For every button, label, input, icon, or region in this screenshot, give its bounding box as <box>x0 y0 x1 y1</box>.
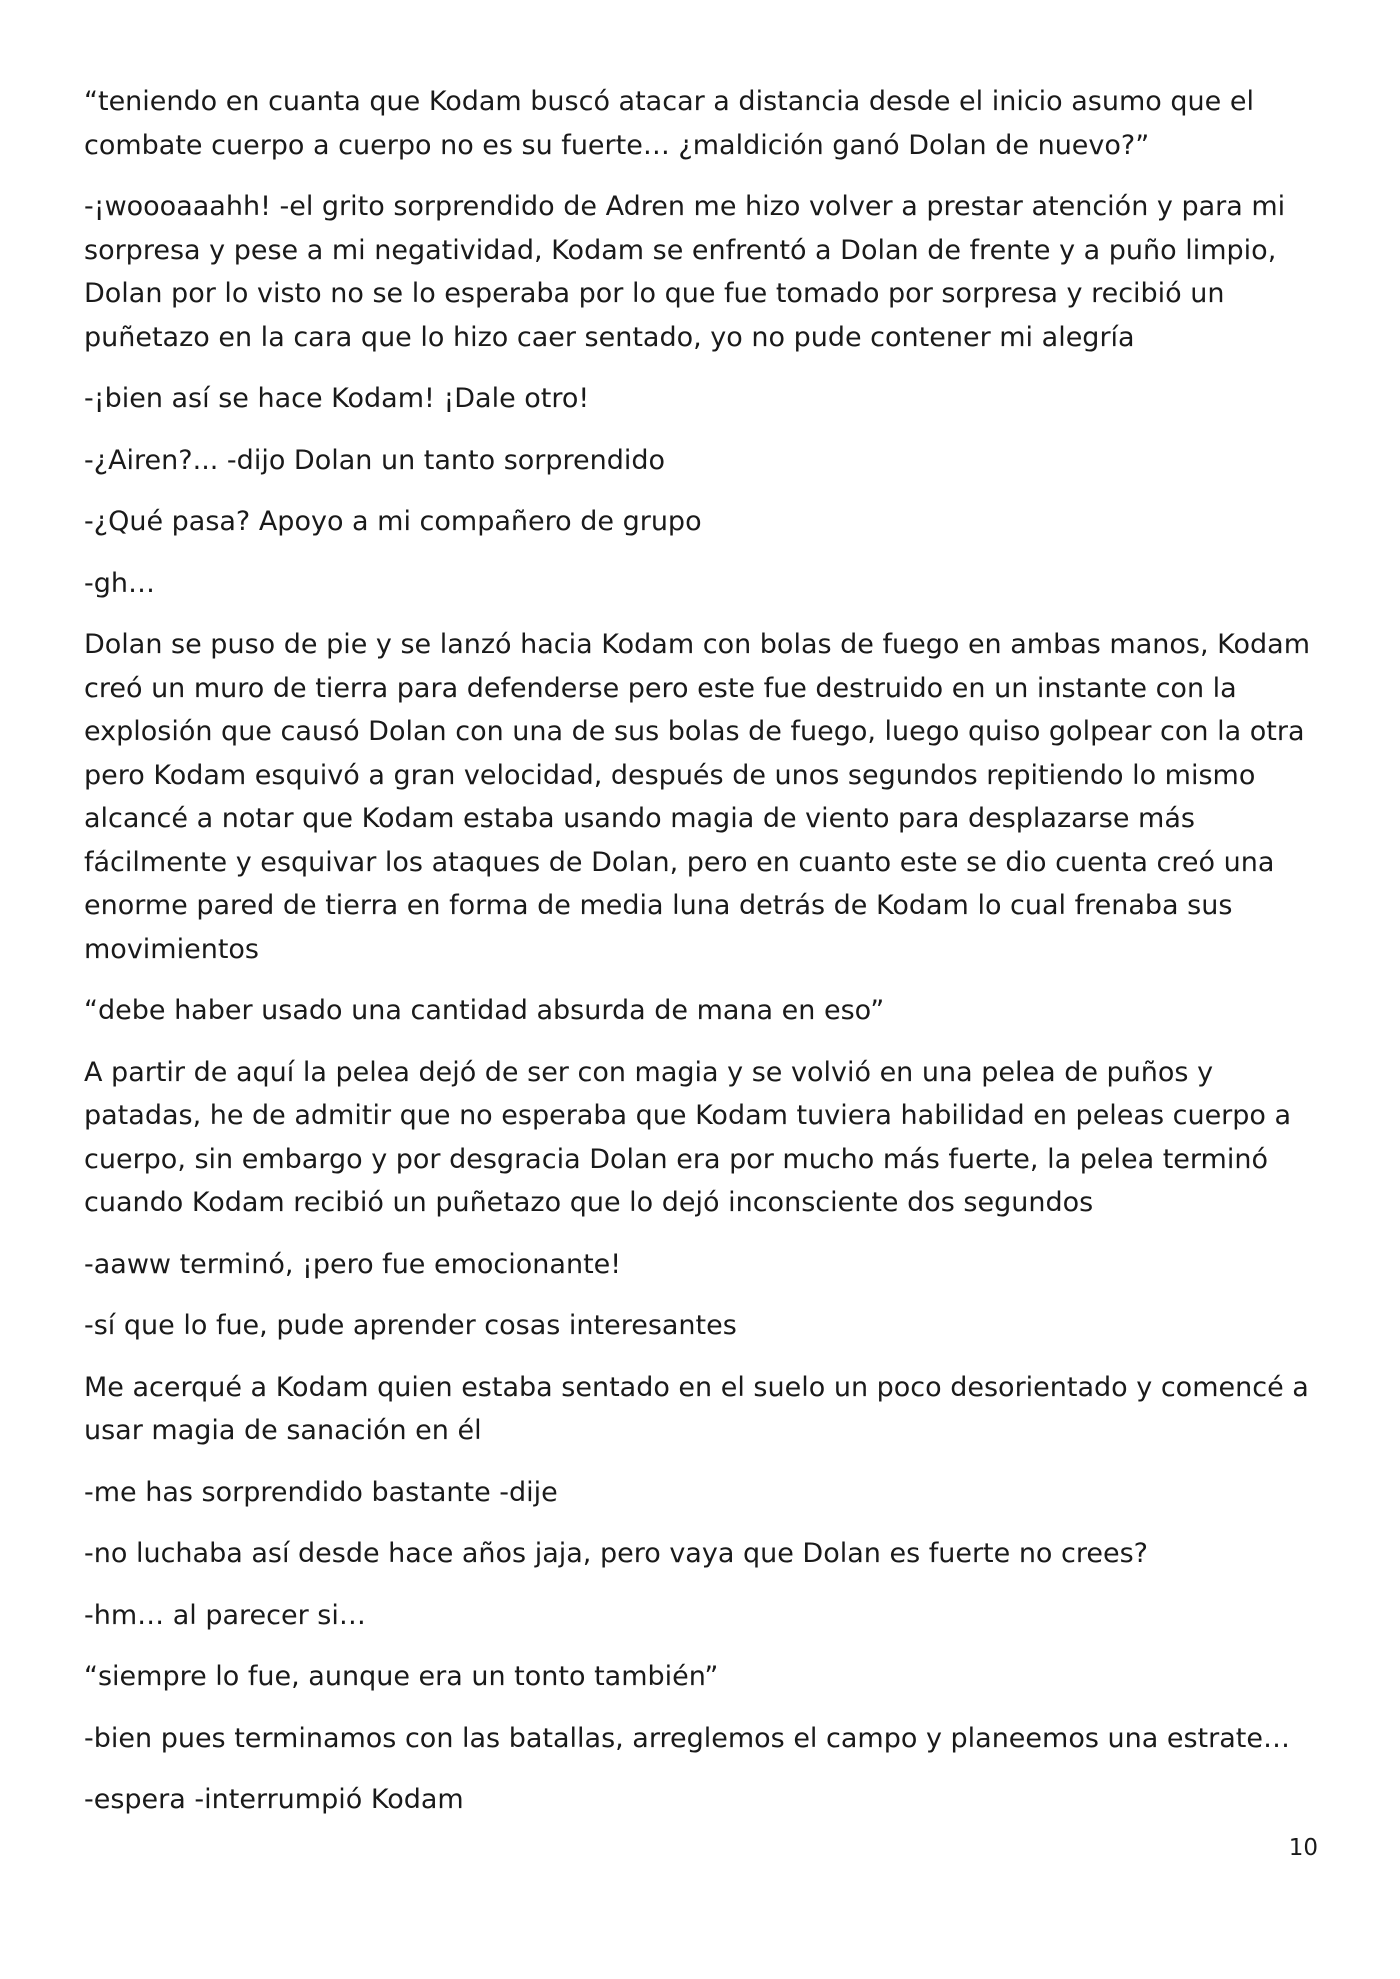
paragraph: -bien pues terminamos con las batallas, arreglemos el campo y planeemos una estrate… <box>84 1722 1290 1754</box>
paragraph: -no luchaba así desde hace años jaja, pero vaya que Dolan es fuerte no crees? <box>84 1538 1149 1569</box>
paragraph: -¡woooaaahh! -el grito sorprendido de Adren me hizo volver a prestar atención y para mi sorpresa y pese a mi negatividad, Kodam se enfrentó a Dolan de frente y a puño limpio, Dolan por lo visto no se lo esperaba por lo que fue tomado por sorpresa y recibió un puñetazo en la cara que lo hizo caer sentado, yo no pude contener mi alegría <box>84 191 1286 353</box>
paragraph: -hm… al parecer si… <box>84 1599 366 1631</box>
paragraph: A partir de aquí la pelea dejó de ser con magia y se volvió en una pelea de puños y patadas, he de admitir que no esperaba que Kodam tuviera habilidad en peleas cuerpo a cuerpo, sin embargo y por desgracia Dolan era por mucho más fuerte, la pelea terminó cuando Kodam recibió un puñetazo que lo dejó inconsciente dos segundos <box>84 1056 1292 1218</box>
page-number: 10 <box>1288 1835 1318 1861</box>
page-body-text <box>84 80 1316 1840</box>
paragraph: “debe haber usado una cantidad absurda de mana en eso” <box>84 995 885 1026</box>
paragraph: -¿Airen?... -dijo Dolan un tanto sorprendido <box>84 444 666 476</box>
paragraph: -aaww terminó, ¡pero fue emocionante! <box>84 1248 622 1280</box>
paragraph: “teniendo en cuanta que Kodam buscó atacar a distancia desde el inicio asumo que el combate cuerpo a cuerpo no es su fuerte… ¿maldición ganó Dolan de nuevo?” <box>84 86 1254 161</box>
paragraph: -espera -interrumpió Kodam <box>84 1784 464 1815</box>
paragraph: -gh… <box>84 567 155 599</box>
paragraph: -¿Qué pasa? Apoyo a mi compañero de grupo <box>84 506 702 537</box>
paragraph: Me acerqué a Kodam quien estaba sentado en el suelo un poco desorientado y comencé a usar magia de sanación en él <box>84 1371 1309 1446</box>
paragraph: Dolan se puso de pie y se lanzó hacia Kodam con bolas de fuego en ambas manos, Kodam creó un muro de tierra para defenderse pero este fue destruido en un instante con la explosión que causó Dolan con una de sus bolas de fuego, luego quiso golpear con la otra pero Kodam esquivó a gran velocidad, después de unos segundos repitiendo lo mismo alcancé a notar que Kodam estaba usando magia de viento para desplazarse más fácilmente y esquivar los ataques de Dolan, pero en cuanto este se dio cuenta creó una enorme pared de tierra en forma de media luna detrás de Kodam lo cual frenaba sus movimientos <box>84 629 1311 965</box>
paragraph: -sí que lo fue, pude aprender cosas interesantes <box>84 1310 737 1341</box>
paragraph: “siempre lo fue, aunque era un tonto también” <box>84 1661 719 1692</box>
paragraph: -¡bien así se hace Kodam! ¡Dale otro! <box>84 383 590 414</box>
paragraph: -me has sorprendido bastante -dije <box>84 1476 558 1508</box>
